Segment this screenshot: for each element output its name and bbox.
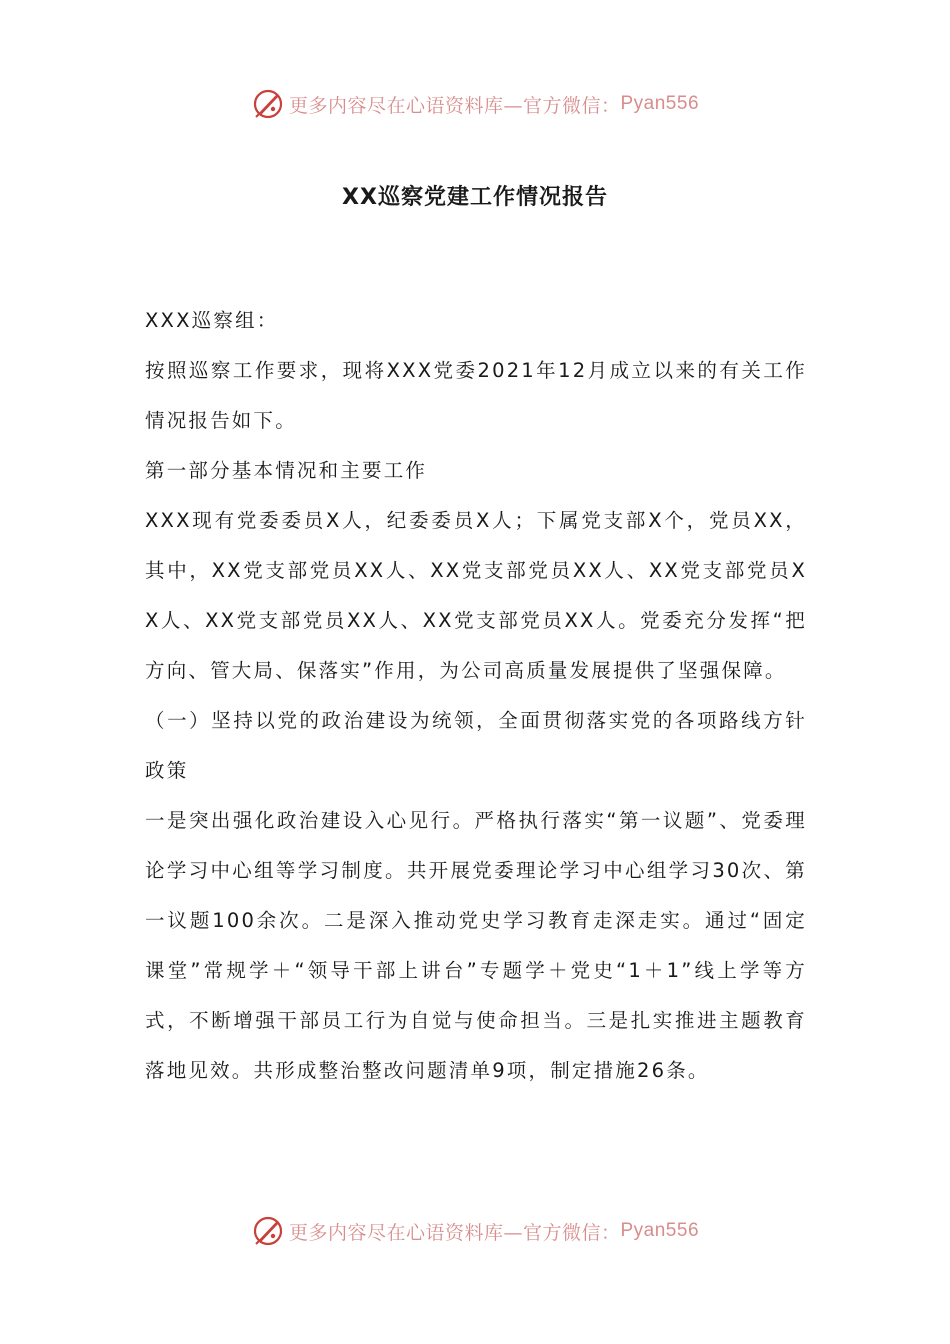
footer-banner bbox=[0, 1209, 950, 1253]
quill-logo-icon bbox=[251, 87, 285, 121]
salutation: XXX巡察组： bbox=[145, 309, 279, 332]
header-banner bbox=[0, 82, 950, 126]
banner-tagline: 更多内容尽在心语资料库—官方微信： bbox=[288, 94, 621, 117]
banner-tagline: 更多内容尽在心语资料库—官方微信： bbox=[288, 1221, 621, 1244]
detail-paragraph: 一是突出强化政治建设入心见行。严格执行落实“第一议题”、党委理论学习中心组等学习制度。共开展党委理论学习中心组学习30次、第一议题100余次。二是深入推动党史学习教育走深走实。通过“固定课堂”常规学＋“领导干部上讲台”专题学＋党史“1＋1”线上学等方式，不断增强干部员工行为自觉与使命担当。三是扎实推进主题教育落地见效。共形成整治整改问题清单9项，制定措施26条。 bbox=[145, 809, 807, 1082]
banner-wechat-id: Pyan556 bbox=[620, 1220, 700, 1241]
overview-paragraph: XXX现有党委委员X人，纪委委员X人；下属党支部X个，党员XX，其中，XX党支部党员XX人、XX党支部党员XX人、XX党支部党员XX人、XX党支部党员XX人、XX党支部党员XX人。党委充分发挥“把方向、管大局、保落实”作用，为公司高质量发展提供了坚强保障。 bbox=[145, 509, 807, 682]
document-title: XX巡察党建工作情况报告 bbox=[342, 185, 608, 210]
document-body bbox=[145, 296, 807, 1096]
quill-logo-icon bbox=[251, 1214, 285, 1248]
banner-wechat-id: Pyan556 bbox=[620, 93, 700, 114]
section-heading: 第一部分基本情况和主要工作 bbox=[145, 459, 428, 482]
subsection-heading: （一）坚持以党的政治建设为统领，全面贯彻落实党的各项路线方针政策 bbox=[145, 709, 807, 782]
intro-paragraph: 按照巡察工作要求，现将XXX党委2021年12月成立以来的有关工作情况报告如下。 bbox=[145, 359, 807, 432]
